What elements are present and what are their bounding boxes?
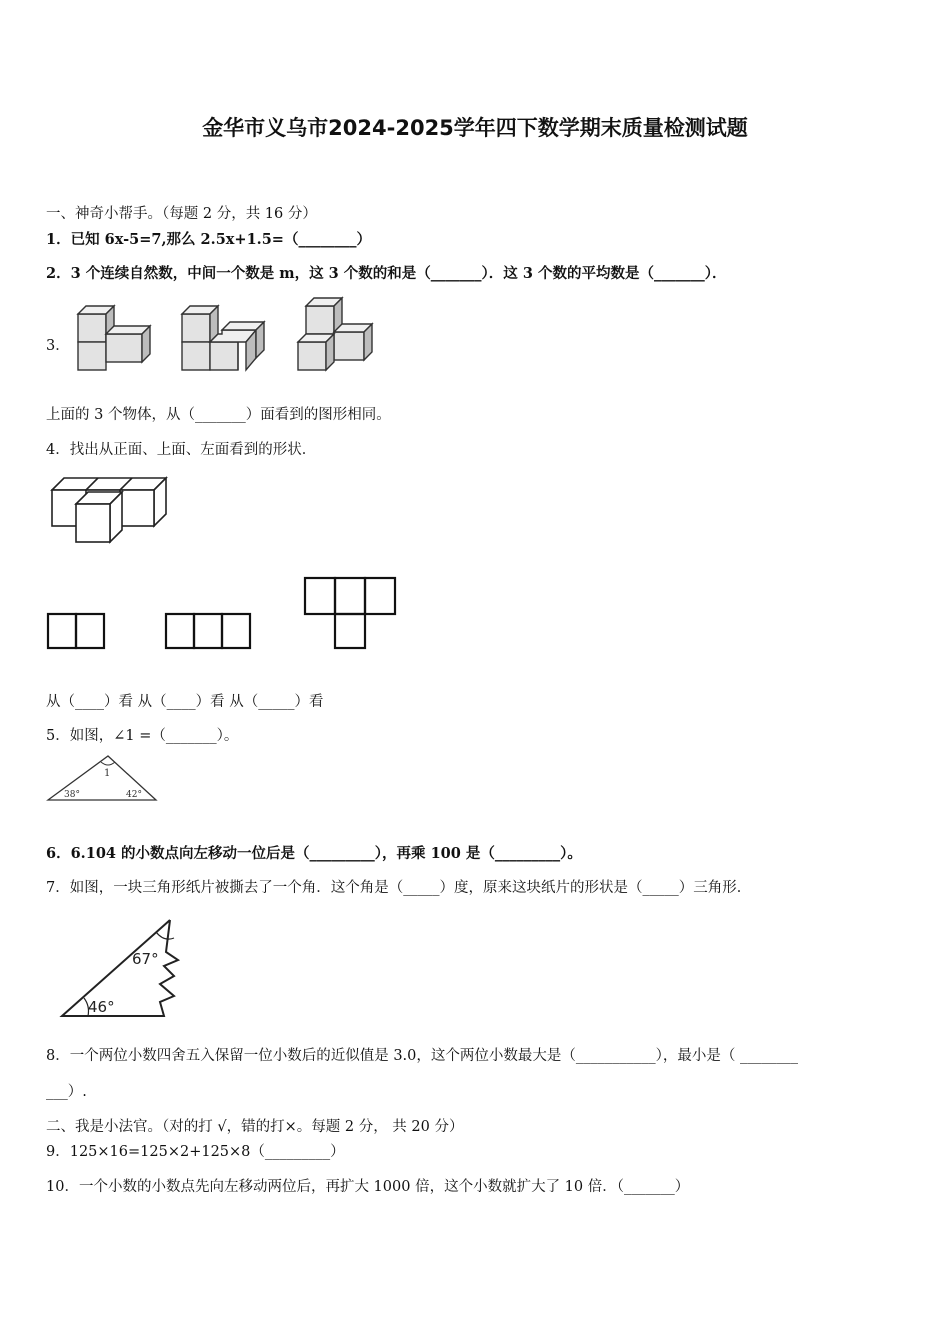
page-title: 金华市义乌市2024-2025学年四下数学期末质量检测试题 — [202, 116, 748, 140]
question-4-answer: 从（____）看 从（____）看 从（_____）看 — [46, 694, 324, 710]
question-2: 2．3 个连续自然数，中间一个数是 m，这 3 个数的和是（_______）．这 3 个数的平均数是（_______）． — [46, 265, 727, 282]
angle-1-label: 1 — [104, 768, 111, 779]
question-4-view-shapes — [46, 576, 406, 652]
view-shape-2 — [166, 614, 250, 648]
cube-figure-1 — [78, 306, 150, 370]
section-2-heading: 二、我是小法官。（对的打 √，错的打×。每题 2 分， 共 20 分） — [46, 1119, 464, 1135]
angle-42-label: 42° — [126, 790, 142, 800]
question-8-line-2: ___）. — [46, 1084, 87, 1100]
question-3-cube-figures — [70, 292, 390, 382]
section-1-heading: 一、神奇小帮手。（每题 2 分，共 16 分） — [46, 206, 317, 222]
question-1: 1．已知 6x-5=7,那么 2.5x+1.5=（________） — [46, 231, 371, 248]
question-7: 7．如图，一块三角形纸片被撕去了一个角．这个角是（_____）度，原来这块纸片的形状是（_____）三角形． — [46, 880, 752, 896]
question-3-number: 3． — [46, 338, 70, 354]
question-3-text: 上面的 3 个物体，从（_______）面看到的图形相同。 — [46, 407, 391, 423]
angle-46-label: 46° — [88, 998, 115, 1016]
angle-67-label: 67° — [132, 950, 159, 968]
question-10: 10．一个小数的小数点先向左移动两位后，再扩大 1000 倍，这个小数就扩大了 10 倍．（_______） — [46, 1179, 690, 1195]
question-5-triangle — [46, 754, 161, 804]
cube-figure-2 — [182, 306, 264, 370]
question-7-torn-triangle — [60, 912, 190, 1022]
cube-figure-3 — [298, 298, 372, 370]
view-shape-3 — [305, 578, 395, 648]
question-5: 5．如图，∠1 =（_______）。 — [46, 728, 239, 744]
angle-38-label: 38° — [64, 790, 80, 800]
question-4-solid-figure — [52, 476, 172, 546]
question-4: 4．找出从正面、上面、左面看到的形状． — [46, 442, 317, 458]
question-6: 6．6.104 的小数点向左移动一位后是（_________），再乘 100 是（_________）。 — [46, 845, 582, 862]
question-8-line-1: 8．一个两位小数四舍五入保留一位小数后的近似值是 3.0，这个两位小数最大是（___________），最小是（ ________ — [46, 1048, 798, 1064]
question-9: 9．125×16=125×2+125×8（_________） — [46, 1144, 345, 1160]
view-shape-1 — [48, 614, 104, 648]
